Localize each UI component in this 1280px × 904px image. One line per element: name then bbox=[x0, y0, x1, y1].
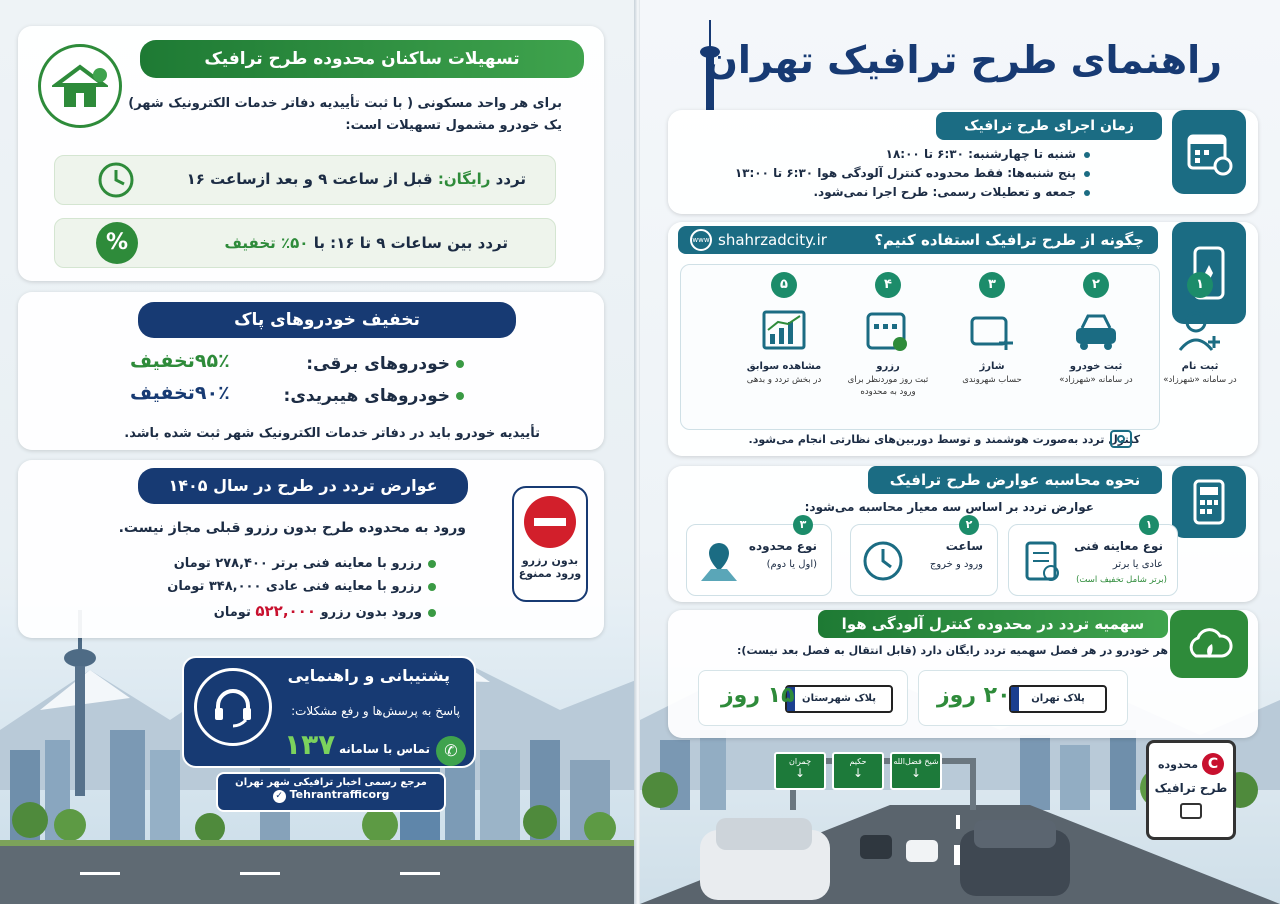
free-word: رایگان: bbox=[437, 170, 491, 188]
bullet-dot bbox=[1084, 152, 1090, 158]
arrow-down-icon: ↓ bbox=[794, 766, 806, 780]
discount-value: ۵۰٪ تخفیف bbox=[224, 234, 309, 252]
step-title: رزرو bbox=[876, 361, 900, 372]
sign-line-1: بدون رزرو bbox=[521, 554, 579, 567]
step-desc: حساب شهروندی bbox=[962, 375, 1022, 385]
calc-title: نحوه محاسبه عوارض طرح ترافیک bbox=[868, 466, 1162, 494]
province-plate-label: پلاک شهرستان bbox=[802, 693, 876, 704]
criterion-2-icon bbox=[859, 537, 907, 585]
province-plate bbox=[785, 685, 893, 713]
bullet-dot bbox=[428, 609, 436, 617]
electric-label bbox=[306, 354, 464, 374]
news-title: مرجع رسمی اخبار ترافیکی شهر تهران bbox=[235, 777, 427, 788]
bullet-dot bbox=[456, 392, 464, 400]
percent-icon: % bbox=[96, 222, 138, 264]
website-link[interactable] bbox=[690, 228, 827, 252]
discount-entry-text bbox=[225, 234, 508, 252]
criterion-title: نوع معاینه فنی bbox=[1074, 539, 1163, 553]
calendar-icon bbox=[1172, 110, 1246, 194]
criterion-title: نوع محدوده bbox=[748, 539, 817, 553]
free-entry-text bbox=[187, 170, 526, 188]
province-days: ۱۵ روز bbox=[721, 683, 795, 708]
criterion-number: ۳ bbox=[793, 515, 813, 535]
zone-sign-line-1: محدوده bbox=[1157, 757, 1199, 771]
headset-icon bbox=[194, 668, 272, 746]
step-5-icon bbox=[758, 306, 810, 354]
fees-title: عوارض تردد در طرح در سال ۱۴۰۵ bbox=[138, 468, 468, 504]
tehran-plate bbox=[1009, 685, 1107, 713]
camera-icon bbox=[1110, 430, 1132, 448]
contact-label: تماس با سامانه bbox=[338, 742, 430, 756]
news-card bbox=[216, 772, 446, 812]
road-sign-text: چمران bbox=[788, 757, 812, 766]
schedule-item-text: شنبه تا چهارشنبه: ۶:۳۰ تا ۱۸:۰۰ bbox=[885, 147, 1076, 161]
zone-camera-icon bbox=[1180, 803, 1202, 819]
arrow-down-icon: ↓ bbox=[910, 766, 922, 780]
arrow-down-icon: ↓ bbox=[852, 766, 864, 780]
left-page bbox=[0, 0, 636, 904]
schedule-item-text: جمعه و تعطیلات رسمی: طرح اجرا نمی‌شود. bbox=[813, 185, 1076, 199]
bullet-dot bbox=[1084, 171, 1090, 177]
clean-vehicles-title: تخفیف خودروهای پاک bbox=[138, 302, 516, 338]
step-5 bbox=[738, 272, 830, 422]
step-number: ۱ bbox=[1187, 272, 1213, 298]
road-sign bbox=[832, 752, 884, 790]
bullet-dot bbox=[1084, 190, 1090, 196]
step-1 bbox=[1154, 272, 1246, 422]
step-2-icon bbox=[1070, 306, 1122, 354]
fee-item bbox=[116, 556, 436, 571]
residents-desc-2: یک خودرو مشمول تسهیلات است: bbox=[345, 118, 562, 133]
fee-item bbox=[116, 579, 436, 594]
fees-subtitle: ورود به محدوده طرح بدون رزرو قبلی مجاز نیست. bbox=[118, 520, 466, 536]
right-page bbox=[640, 0, 1280, 904]
schedule-item bbox=[730, 185, 1090, 199]
criterion-1-icon bbox=[1017, 537, 1065, 585]
bullet-dot bbox=[428, 560, 436, 568]
tehran-plate-box bbox=[918, 670, 1128, 726]
no-reserve-unit: تومان bbox=[213, 605, 251, 620]
step-title: ثبت نام bbox=[1181, 361, 1219, 372]
residents-title: تسهیلات ساکنان محدوده طرح ترافیک bbox=[140, 40, 584, 78]
discount-prefix: تردد بین ساعات ۹ تا ۱۶: با bbox=[313, 234, 508, 252]
province-plate-box bbox=[698, 670, 908, 726]
schedule-list bbox=[730, 147, 1090, 204]
electric-value: ۹۵٪تخفیف bbox=[130, 350, 230, 372]
fee-item-text: رزرو با معاینه فنی عادی ۳۴۸,۰۰۰ تومان bbox=[167, 579, 422, 594]
step-title: ثبت خودرو bbox=[1069, 361, 1123, 372]
criterion-note: (برتر شامل تخفیف است) bbox=[1076, 575, 1167, 585]
no-reserve-value: ۵۲۲,۰۰۰ bbox=[255, 602, 316, 620]
residents-desc-1: برای هر واحد مسکونی ( با ثبت تأییدیه دفاتر خدمات الکترونیک شهر) bbox=[128, 96, 562, 111]
clock-icon bbox=[92, 160, 138, 200]
step-title: شارژ bbox=[979, 361, 1005, 372]
no-entry-sign bbox=[512, 486, 588, 602]
camera-note: کنترل تردد به‌صورت هوشمند و توسط دوربین‌های نظارتی انجام می‌شود. bbox=[748, 433, 1140, 446]
step-desc: در بخش تردد و بدهی bbox=[746, 375, 822, 385]
step-number: ۴ bbox=[875, 272, 901, 298]
website-text[interactable]: shahrzadcity.ir bbox=[718, 231, 827, 249]
zone-sign bbox=[1146, 740, 1236, 840]
step-number: ۲ bbox=[1083, 272, 1109, 298]
page-title: راهنمای طرح ترافیک تهران bbox=[705, 38, 1222, 82]
tehran-days: ۲۰ روز bbox=[937, 683, 1011, 708]
howto-title: چگونه از طرح ترافیک استفاده کنیم؟ bbox=[678, 226, 1158, 254]
criterion-number: ۲ bbox=[959, 515, 979, 535]
no-entry-icon bbox=[524, 496, 576, 548]
schedule-item-text: پنج شنبه‌ها: فقط محدوده کنترل آلودگی هوا ۶:۳۰ تا ۱۳:۰۰ bbox=[734, 166, 1076, 180]
road-sign-text: شیخ فضل‌الله bbox=[893, 757, 939, 766]
fee-no-reserve bbox=[214, 602, 436, 620]
road-sign-text: حکیم bbox=[849, 757, 867, 766]
step-4 bbox=[842, 272, 934, 422]
support-title: پشتیبانی و راهنمایی bbox=[287, 666, 450, 685]
hybrid-value: ۹۰٪تخفیف bbox=[130, 382, 230, 404]
news-handle-row[interactable] bbox=[218, 788, 444, 803]
step-number: ۳ bbox=[979, 272, 1005, 298]
step-3-icon bbox=[966, 306, 1018, 354]
quota-title: سهمیه تردد در محدوده کنترل آلودگی هوا bbox=[818, 610, 1168, 638]
step-1-icon bbox=[1174, 306, 1226, 354]
free-prefix: تردد bbox=[495, 170, 526, 188]
support-phone[interactable]: ۱۳۷ bbox=[284, 728, 336, 761]
criterion-2 bbox=[850, 518, 998, 596]
criterion-3-icon bbox=[695, 537, 743, 585]
calculator-icon bbox=[1172, 466, 1246, 538]
step-desc: در سامانه «شهرزاد» bbox=[1059, 375, 1133, 385]
electric-label-text: خودروهای برقی: bbox=[306, 354, 450, 374]
criterion-number: ۱ bbox=[1139, 515, 1159, 535]
phone-icon[interactable]: ✆ bbox=[436, 736, 466, 766]
verified-icon: ✓ bbox=[273, 790, 286, 803]
criterion-desc: عادی یا برتر bbox=[1112, 559, 1163, 570]
news-handle[interactable]: Tehrantrafficorg bbox=[289, 788, 390, 801]
schedule-title: زمان اجرای طرح ترافیک bbox=[936, 112, 1162, 140]
road-sign bbox=[890, 752, 942, 790]
zone-sign-line-2: طرح ترافیک bbox=[1154, 781, 1228, 795]
step-number: ۵ bbox=[771, 272, 797, 298]
step-2 bbox=[1050, 272, 1142, 422]
criterion-1 bbox=[1008, 518, 1178, 596]
globe-icon: www bbox=[690, 229, 712, 251]
road-sign bbox=[774, 752, 826, 790]
criterion-desc: ورود و خروج bbox=[929, 559, 983, 570]
criterion-title: ساعت bbox=[945, 539, 983, 553]
step-desc: ثبت روز موردنظر برای ورود به محدوده bbox=[847, 375, 929, 397]
clean-note: تأییدیه خودرو باید در دفاتر خدمات الکترونیک شهر ثبت شده باشد. bbox=[124, 426, 540, 441]
step-title: مشاهده سوابق bbox=[746, 361, 822, 372]
house-icon bbox=[38, 44, 122, 128]
zone-c-icon: C bbox=[1202, 753, 1224, 775]
eco-cloud-icon bbox=[1170, 610, 1248, 678]
quota-subtitle: هر خودرو در هر فصل سهمیه تردد رایگان دارد (قابل انتقال به فصل بعد نیست): bbox=[737, 644, 1168, 657]
bullet-dot bbox=[456, 360, 464, 368]
criterion-desc: (اول یا دوم) bbox=[766, 559, 817, 570]
fee-item-text: رزرو با معاینه فنی برتر ۲۷۸,۴۰۰ تومان bbox=[173, 556, 422, 571]
hybrid-label bbox=[284, 386, 464, 406]
step-4-icon bbox=[862, 306, 914, 354]
calc-subtitle: عوارض تردد بر اساس سه معیار محاسبه می‌شود: bbox=[804, 500, 1094, 514]
free-rest: قبل از ساعت ۹ و بعد ازساعت ۱۶ bbox=[186, 170, 433, 188]
step-desc: در سامانه «شهرزاد» bbox=[1163, 375, 1237, 385]
schedule-item bbox=[730, 166, 1090, 180]
step-3 bbox=[946, 272, 1038, 422]
support-desc: پاسخ به پرسش‌ها و رفع مشکلات: bbox=[291, 704, 460, 718]
schedule-item bbox=[730, 147, 1090, 161]
no-reserve-prefix: ورود بدون رزرو bbox=[320, 605, 422, 620]
fees-list bbox=[116, 556, 436, 602]
sign-line-2: ورود ممنوع bbox=[518, 567, 582, 580]
criterion-3 bbox=[686, 518, 832, 596]
tehran-plate-label: پلاک تهران bbox=[1031, 693, 1085, 704]
bullet-dot bbox=[428, 583, 436, 591]
hybrid-label-text: خودروهای هیبریدی: bbox=[283, 386, 450, 406]
